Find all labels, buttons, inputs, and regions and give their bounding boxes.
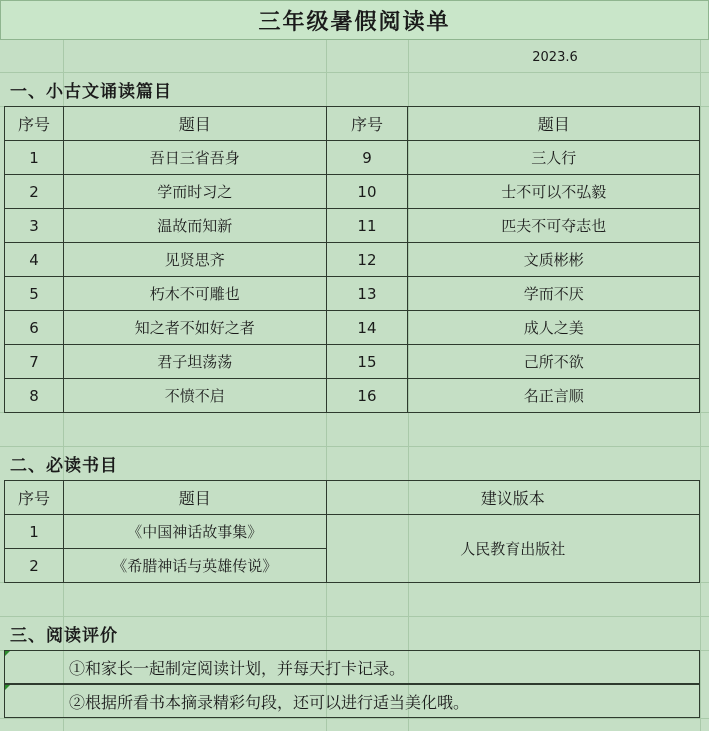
section-heading-books[interactable]: 二、必读书目 [10,455,118,476]
number-cell[interactable]: 12 [326,243,408,277]
table-row [5,311,700,345]
header-cell-title[interactable]: 题目 [63,481,326,515]
books-table [4,480,700,583]
gridline [0,446,709,447]
title-cell[interactable]: 己所不欲 [408,345,700,379]
publisher-cell[interactable]: 人民教育出版社 [326,515,699,583]
number-cell[interactable]: 2 [5,549,64,583]
evaluation-item[interactable]: ①和家长一起制定阅读计划，并每天打卡记录。 [4,650,700,684]
title-cell[interactable] [0,0,709,40]
header-cell-number[interactable]: 序号 [5,107,64,141]
title-cell[interactable]: 温故而知新 [63,209,326,243]
number-cell[interactable]: 13 [326,277,408,311]
number-cell[interactable]: 9 [326,141,408,175]
title-cell[interactable]: 不愤不启 [63,379,326,413]
title-cell[interactable]: 见贤思齐 [63,243,326,277]
table-row [5,141,700,175]
number-cell[interactable]: 16 [326,379,408,413]
section-heading-evaluation[interactable]: 三、阅读评价 [10,625,118,646]
gridline [0,72,709,73]
header-cell-number[interactable]: 序号 [5,481,64,515]
header-cell-title[interactable]: 题目 [63,107,326,141]
number-cell[interactable]: 11 [326,209,408,243]
date-cell[interactable]: 2023.6 [532,49,578,65]
table-row [5,209,700,243]
title-cell[interactable]: 名正言顺 [408,379,700,413]
number-cell[interactable]: 7 [5,345,64,379]
title-cell[interactable]: 文质彬彬 [408,243,700,277]
table-row [5,277,700,311]
evaluation-item[interactable]: ②根据所看书本摘录精彩句段，还可以进行适当美化哦。 [4,684,700,718]
title-cell[interactable]: 士不可以不弘毅 [408,175,700,209]
table-row [5,175,700,209]
title-cell[interactable]: 吾日三省吾身 [63,141,326,175]
table-header-row [5,481,700,515]
header-cell-edition[interactable]: 建议版本 [326,481,699,515]
header-cell-number[interactable]: 序号 [326,107,408,141]
table-header-row [5,107,700,141]
gridline [0,718,709,719]
number-cell[interactable]: 1 [5,141,64,175]
number-cell[interactable]: 14 [326,311,408,345]
number-cell[interactable]: 10 [326,175,408,209]
gridline [700,40,701,731]
number-cell[interactable]: 6 [5,311,64,345]
title-cell[interactable]: 匹夫不可夺志也 [408,209,700,243]
page-title: 三年级暑假阅读单 [258,8,451,35]
number-cell[interactable]: 8 [5,379,64,413]
title-cell[interactable]: 学而不厌 [408,277,700,311]
section-heading-classics[interactable]: 一、小古文诵读篇目 [10,81,172,102]
number-cell[interactable]: 1 [5,515,64,549]
title-cell[interactable]: 学而时习之 [63,175,326,209]
book-title-cell[interactable]: 《中国神话故事集》 [63,515,326,549]
number-cell[interactable]: 15 [326,345,408,379]
table-row [5,379,700,413]
table-row [5,345,700,379]
table-row [5,243,700,277]
number-cell[interactable]: 3 [5,209,64,243]
book-title-cell[interactable]: 《希腊神话与英雄传说》 [63,549,326,583]
title-cell[interactable]: 君子坦荡荡 [63,345,326,379]
classics-table [4,106,700,413]
title-cell[interactable]: 成人之美 [408,311,700,345]
number-cell[interactable]: 5 [5,277,64,311]
title-cell[interactable]: 朽木不可雕也 [63,277,326,311]
table-row [5,515,700,549]
title-cell[interactable]: 三人行 [408,141,700,175]
number-cell[interactable]: 4 [5,243,64,277]
number-cell[interactable]: 2 [5,175,64,209]
gridline [0,616,709,617]
title-cell[interactable]: 知之者不如好之者 [63,311,326,345]
header-cell-title[interactable]: 题目 [408,107,700,141]
